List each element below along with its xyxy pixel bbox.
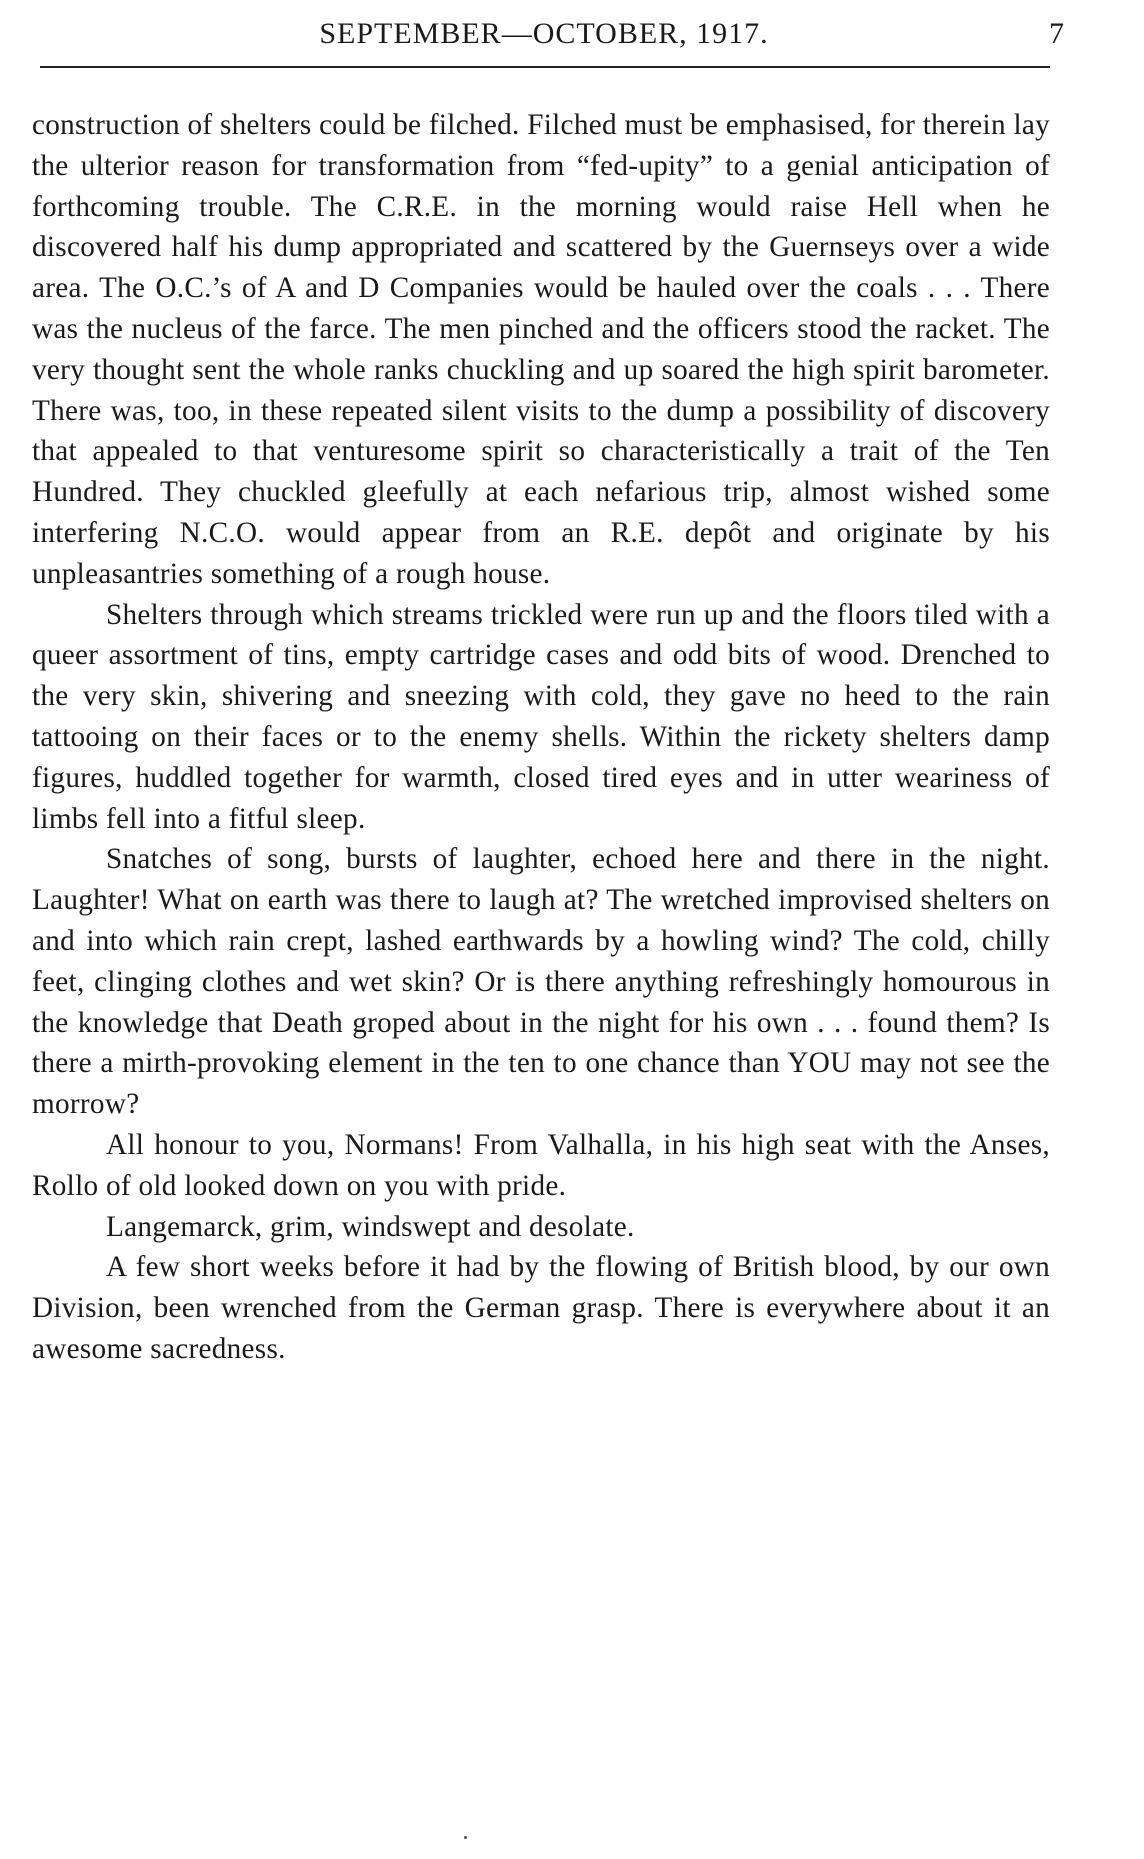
paragraph-2: Shelters through which streams trickled were run up and the floors tiled with a queer assortment of tins, empty cartridge cases and odd bits of wood. Drenched to the very skin, shivering and sneezing with cold, they gave no heed to the rain tattooing on their faces or to the enemy shells. Within the rickety shelters damp figures, huddled together for warmth, closed tired eyes and in utter weariness of limbs fell into a fitful sleep. bbox=[32, 598, 1050, 835]
body-text bbox=[32, 105, 1050, 1370]
print-speck bbox=[464, 1836, 467, 1839]
paragraph-6: A few short weeks before it had by the flowing of British blood, by our own Division, been wrenched from the German grasp. There is everywhere about it an awesome sacredness. bbox=[32, 1251, 1050, 1365]
paragraph-3: Snatches of song, bursts of laughter, echoed here and there in the night. Laughter! What on earth was there to laugh at? The wretched improvised shelters on and into which rain crept, lashed earthwards by a howling wind? The cold, chilly feet, clinging clothes and wet skin? Or is there anything refreshingly homourous in the knowledge that Death groped about in the night for his own . . . found them? Is there a mirth-provoking element in the ten to one chance than YOU may not see the morrow? bbox=[32, 843, 1050, 1121]
paragraph-4: All honour to you, Normans! From Valhalla, in his high seat with the Anses, Rollo of old looked down on you with pride. bbox=[32, 1128, 1050, 1202]
header-rule bbox=[40, 66, 1050, 68]
running-head bbox=[24, 14, 1064, 54]
page-number: 7 bbox=[1049, 17, 1064, 50]
paragraph-5: Langemarck, grim, windswept and desolate. bbox=[106, 1210, 635, 1243]
paragraph-1: construction of shelters could be filched. Filched must be emphasised, for therein lay the ulterior reason for transformation from “fed-upity” to a genial anticipation of forthcoming trouble. The C.R.E. in the morning would raise Hell when he discovered half his dump appropriated and scattered by the Guernseys over a wide area. The O.C.’s of A and D Companies would be hauled over the coals . . . There was the nucleus of the farce. The men pinched and the officers stood the racket. The very thought sent the whole ranks chuckling and up soared the high spirit barometer. There was, too, in these repeated silent visits to the dump a possibility of discovery that appealed to that venturesome spirit so characteristically a trait of the Ten Hundred. They chuckled gleefully at each nefarious trip, almost wished some interfering N.C.O. would appear from an R.E. depôt and originate by his unpleasantries something of a rough house. bbox=[32, 109, 1050, 590]
running-title: SEPTEMBER—OCTOBER, 1917. bbox=[319, 17, 769, 50]
